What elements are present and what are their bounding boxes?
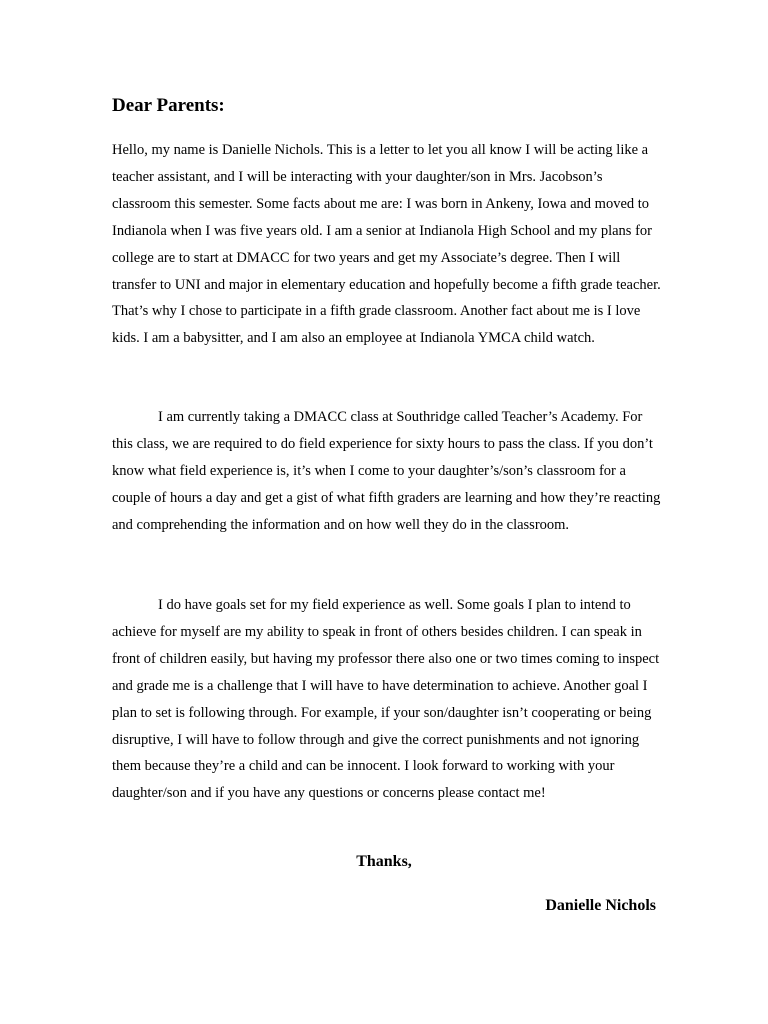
closing: Thanks, bbox=[356, 853, 412, 870]
letter-paragraph-intro: Hello, my name is Danielle Nichols. This is a letter to let you all know I will be acting like a teacher assistant, and I will be interacting with your daughter/son in Mrs. Jacobson’s classroom this semester. Some facts about me are: I was born in Ankeny, Iowa and moved to Indianola when I was five years old. I am a senior at Indianola High School and my plans for college are to start at DMACC for two years and get my Associate’s degree. Then I will transfer to UNI and major in elementary education and hopefully become a fifth grade teacher. That’s why I chose to participate in a fifth grade classroom. Another fact about me is I love kids. I am a babysitter, and I am also an employee at Indianola YMCA child watch. bbox=[112, 142, 661, 347]
salutation: Dear Parents: bbox=[112, 95, 225, 116]
signature: Danielle Nichols bbox=[545, 897, 656, 914]
letter-paragraph-goals: I do have goals set for my field experience as well. Some goals I plan to intend to achieve for myself are my ability to speak in front of others besides children. I can speak in front of children easily, but having my professor there also one or two times coming to inspect and grade me is a challenge that I will have to have determination to achieve. Another goal I plan to set is following through. For example, if your son/daughter isn’t cooperating or being disruptive, I will have to follow through and give the correct punishments and not ignoring them because they’re a child and can be innocent. I look forward to working with your daughter/son and if you have any questions or concerns please contact me! bbox=[112, 597, 660, 802]
letter-paragraph-class: I am currently taking a DMACC class at Southridge called Teacher’s Academy. For this class, we are required to do field experience for sixty hours to pass the class. If you don’t know what field experience is, it’s when I come to your daughter’s/son’s classroom for a couple of hours a day and get a gist of what fifth graders are learning and how they’re reacting and comprehending the information and on how well they do in the classroom. bbox=[112, 409, 661, 533]
